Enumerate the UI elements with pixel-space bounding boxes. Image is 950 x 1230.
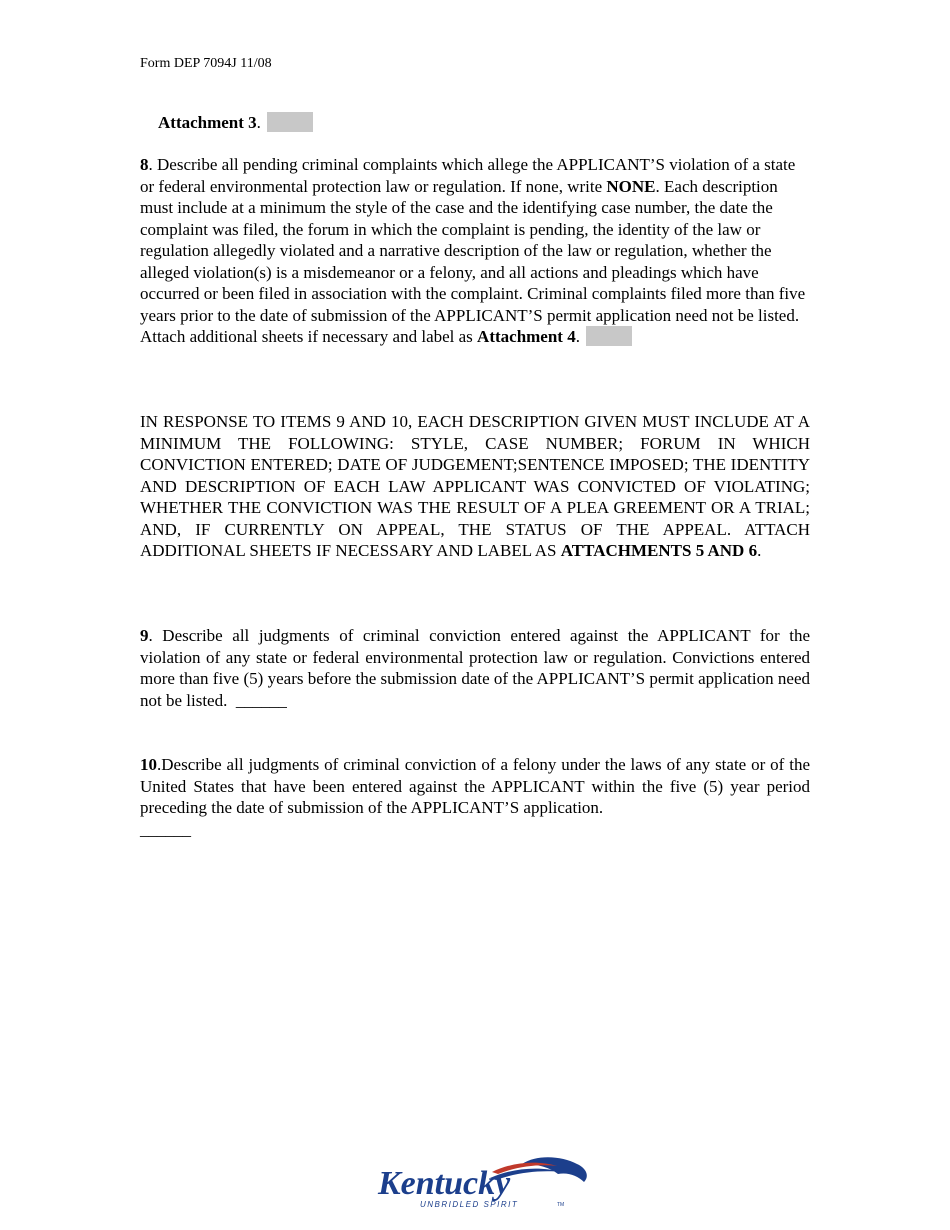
item-10-blank-field[interactable]: ______ — [140, 819, 191, 839]
none-keyword: NONE — [606, 176, 656, 196]
logo-wordmark: Kentucky — [378, 1165, 511, 1202]
form-number: Form DEP 7094J 11/08 — [140, 56, 272, 71]
attachment-4-label: Attachment 4 — [477, 327, 576, 346]
attachment-3-label: Attachment 3 — [158, 113, 257, 132]
item-10-number: 10 — [140, 755, 157, 774]
attachments-5-6-label: ATTACHMENTS 5 AND 6 — [560, 541, 758, 560]
logo-trademark: TM — [557, 1202, 565, 1208]
attachment-3-checkbox[interactable] — [267, 112, 313, 132]
attachment-3-line: Attachment 3. — [158, 112, 313, 133]
item-9-paragraph: 9. Describe all judgments of criminal conviction entered against the APPLICANT for the violation of any state or federal environmental protection law or regulation. Convictions entered more than five (5) years before the submission date of the APPLICANT’S permit application need not be listed. ______ — [140, 626, 810, 710]
item-9-number: 9 — [140, 626, 149, 645]
item-10-paragraph: 10.Describe all judgments of criminal conviction of a felony under the laws of any state or of the United States that have been entered against the APPLICANT within the five (5) year period preceding the date of submission of the APPLICANT’S application. ______ — [140, 755, 810, 839]
item-8-paragraph: 8. Describe all pending criminal complaints which allege the APPLICANT’S violation of a state or federal environmental protection law or regulation. If none, write NONE. Each description must include at a minimum the style of the case and the identifying case number, the date the complaint was filed, the forum in which the complaint is pending, the identity of the law or regulation allegedly violated and a narrative description of the law or regulation, whether the alleged violation(s) is a misdemeanor or a felony, and all actions and pleadings which have occurred or been filed in association with the complaint. Criminal complaints filed more than five years prior to the date of submission of the APPLICANT’S permit application need not be listed. Attach additional sheets if necessary and label as Attachment 4. — [140, 155, 806, 346]
item-8-number: 8 — [140, 155, 149, 174]
logo-tagline: UNBRIDLED SPIRIT — [420, 1200, 519, 1209]
attachment-4-checkbox[interactable] — [586, 326, 632, 346]
kentucky-logo — [372, 1150, 592, 1210]
items-9-10-instructions: IN RESPONSE TO ITEMS 9 AND 10, EACH DESCRIPTION GIVEN MUST INCLUDE AT A MINIMUM THE FOLLOWING: STYLE, CASE NUMBER; FORUM IN WHICH CONVICTION ENTERED; DATE OF JUDGEMENT;SENTENCE IMPOSED; THE IDENTITY AND DESCRIPTION OF EACH LAW APPLICANT WAS CONVICTED OF VIOLATING; WHETHER THE CONVICTION WAS THE RESULT OF A PLEA GREEMENT OR A TRIAL; AND, IF CURRENTLY ON APPEAL, THE STATUS OF THE APPEAL. ATTACH ADDITIONAL SHEETS IF NECESSARY AND LABEL AS ATTACHMENTS 5 AND 6. — [140, 412, 810, 560]
item-9-blank-field[interactable]: ______ — [235, 690, 287, 710]
